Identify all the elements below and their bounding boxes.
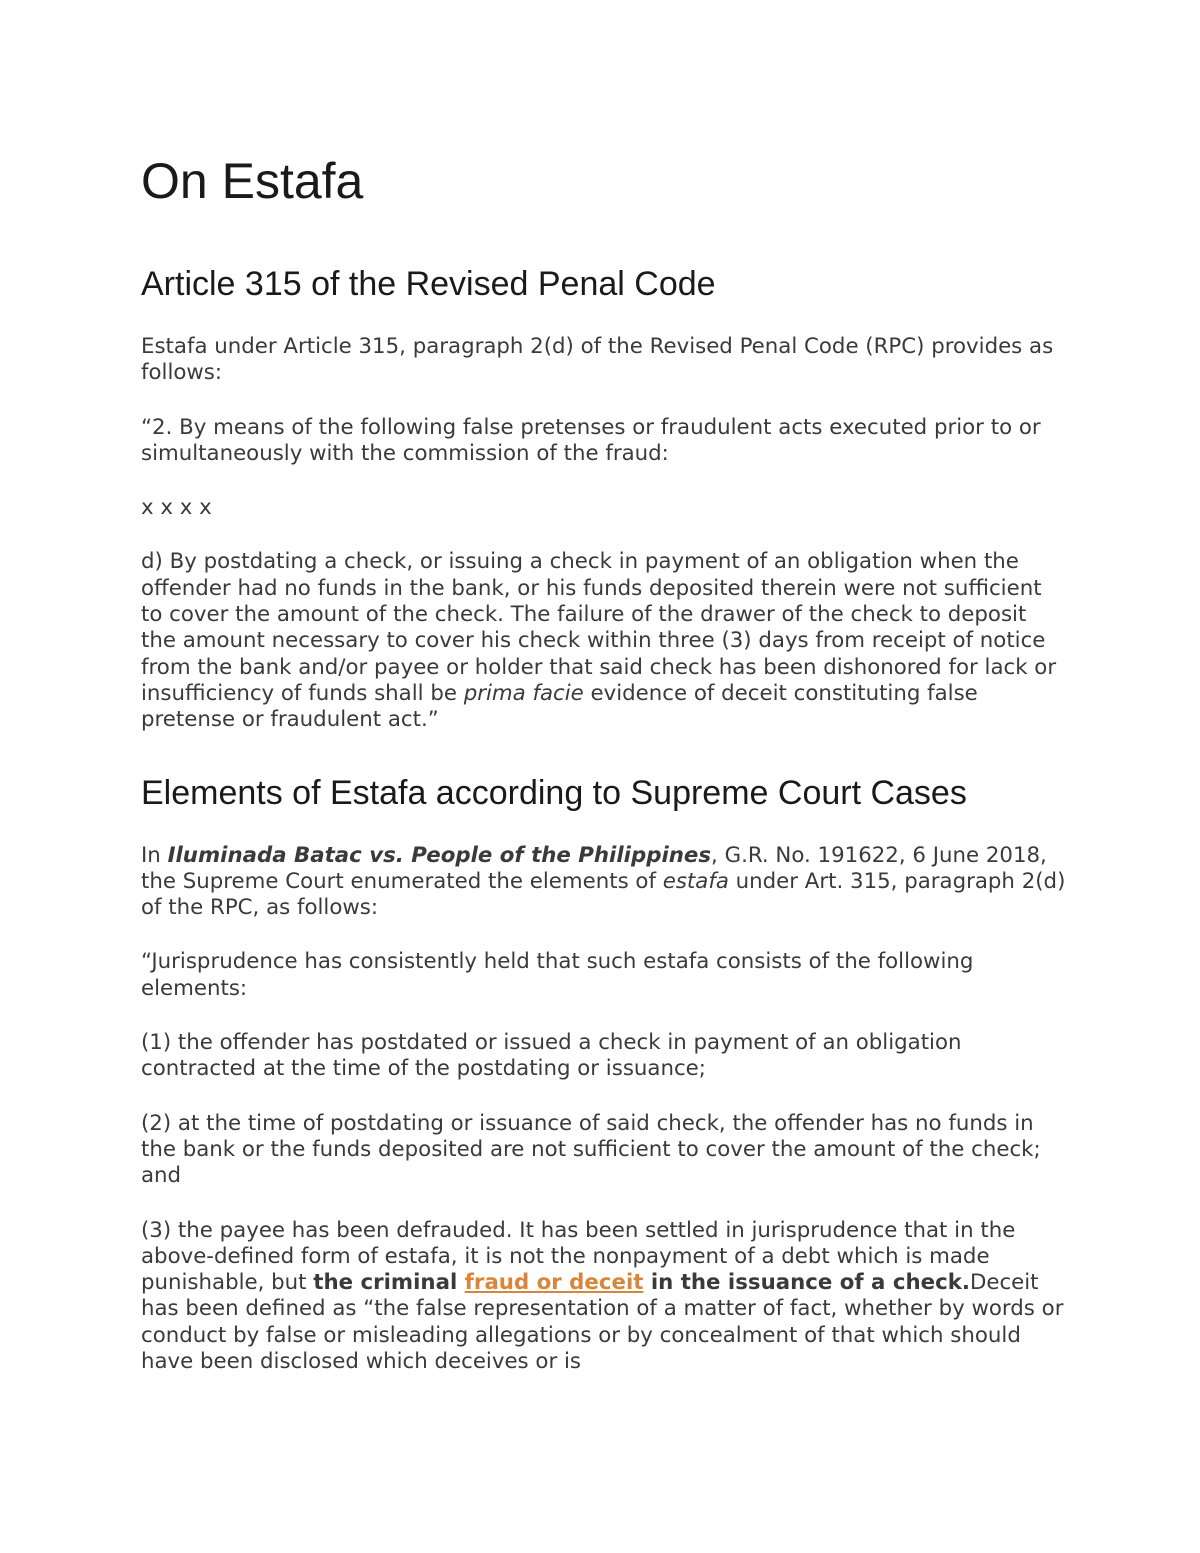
paragraph-quote-d [141,549,1066,733]
paragraph-quote-opening: “2. By means of the following false pretenses or fraudulent acts executed prior to or simultaneously with the commission of the fraud: [141,414,1041,466]
case-intro-suffix: under Art. 315, paragraph 2(d) of the RPC, as follows: [141,868,1066,921]
paragraph-jurisprudence-intro: “Jurisprudence has consistently held that such estafa consists of the following elements: [141,949,974,1001]
paragraph-intro: Estafa under Article 315, paragraph 2(d) of the Revised Penal Code (RPC) provides as follows: [141,334,1054,386]
element3-bold-2: in the issuance of a check. [643,1270,970,1296]
paragraph-case-intro [141,843,1066,922]
fraud-or-deceit-link[interactable]: fraud or deceit [464,1270,644,1296]
element3-text-2: Deceit has been defined as “the false representation of a matter of fact, whether by words or conduct by false or misleading allegations or by concealment of that which should have been disclosed which deceives or is [141,1270,1064,1375]
quote-d-text-1: d) By postdating a check, or issuing a check in payment of an obligation when the offender had no funds in the bank, or his funds deposited therein were not sufficient to cover the amount of the check. The failure of the drawer of the check to deposit the amount necessary to cover his check within three (3) days from receipt of notice from the bank and/or payee or holder that said check has been dishonored for lack or insufficiency of funds shall be [141,549,1057,706]
paragraph-element-3 [141,1218,1066,1376]
section-heading-elements: Elements of Estafa according to Supreme Court Cases [141,773,967,812]
quote-d-text-2: evidence of deceit constituting false pretense or fraudulent act.” [141,680,978,733]
paragraph-element-2: (2) at the time of postdating or issuance of said check, the offender has no funds in the bank or the funds deposited are not sufficient to cover the amount of the check; and [141,1110,1041,1189]
document-title: On Estafa [141,153,364,209]
case-intro-italic: estafa [662,868,729,894]
document-page [141,150,1066,1375]
case-intro-prefix: In [141,842,168,868]
element3-text-1: (3) the payee has been defrauded. It has been settled in jurisprudence that in the above-defined form of estafa, it is not the nonpayment of a debt which is made punishable, but [141,1217,1016,1296]
case-name: Iluminada Batac vs. People of the Philippines [167,842,712,868]
quote-d-italic: prima facie [463,680,584,706]
paragraph-ellipsis: x x x x [141,495,212,521]
paragraph-element-1: (1) the offender has postdated or issued a check in payment of an obligation contracted at the time of the postdating or issuance; [141,1030,962,1082]
case-intro-mid: , G.R. No. 191622, 6 June 2018, the Supreme Court enumerated the elements of [141,842,1047,894]
element3-bold-1: the criminal [313,1270,465,1296]
section-heading-article-315: Article 315 of the Revised Penal Code [141,265,716,303]
